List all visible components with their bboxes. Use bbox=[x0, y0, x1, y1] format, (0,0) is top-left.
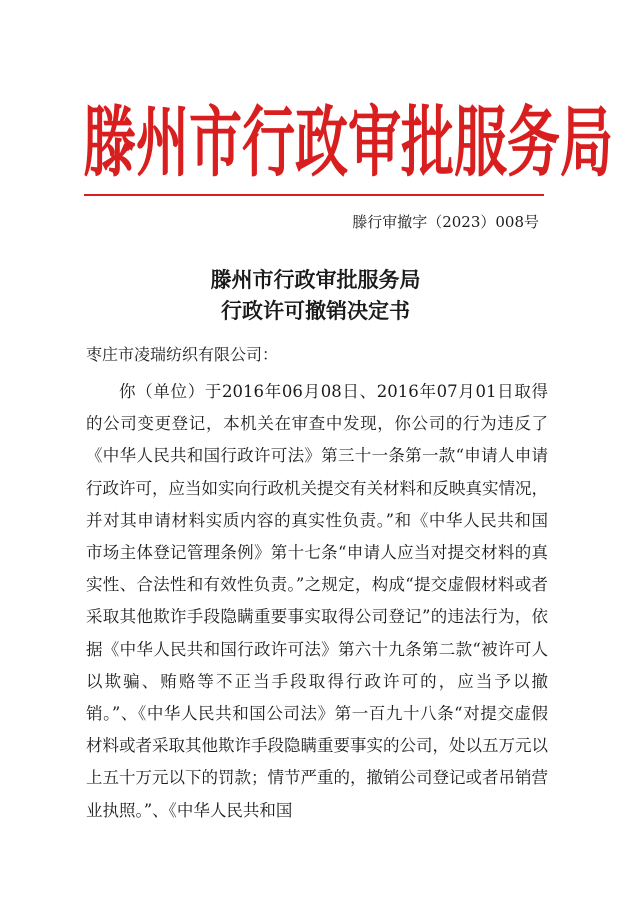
letterhead-char: 行 bbox=[242, 98, 295, 188]
document-title: 行政许可撤销决定书 bbox=[221, 298, 410, 323]
letterhead-char: 审 bbox=[348, 98, 401, 188]
agency-letterhead bbox=[83, 98, 613, 188]
letterhead-char: 滕 bbox=[83, 98, 136, 188]
document-title-issuer: 滕州市行政审批服务局 bbox=[210, 267, 421, 292]
recipient-name: 枣庄市凌瑞纺织有限公司： bbox=[86, 345, 279, 364]
body-paragraph: 你（单位）于2016年06月08日、2016年07月01日取得的公司变更登记，本机关在审查中发现，你公司的行为违反了《中华人民共和国行政许可法》第三十一条第一款“申请人申请行政许可，应当如实向行政机关提交有关材料和反映真实情况，并对其申请材料实质内容的真实性负责。”和《中华人民共和国市场主体登记管理条例》第十七条“申请人应当对提交材料的真实性、合法性和有效性负责。”之规定，构成“提交虚假材料或者采取其他欺诈手段隐瞒重要事实取得公司登记”的违法行为，依据《中华人民共和国行政许可法》第六十九条第二款“被许可人以欺骗、贿赂等不正当手段取得行政许可的，应当予以撤销。”、《中华人民共和国公司法》第一百九十八条“对提交虚假材料或者采取其他欺诈手段隐瞒重要事实的公司，处以五万元以上五十万元以下的罚款；情节严重的，撤销公司登记或者吊销营业执照。”、《中华人民共和国 bbox=[86, 382, 548, 820]
letterhead-char: 市 bbox=[189, 98, 242, 188]
letterhead-divider bbox=[84, 194, 544, 196]
letterhead-char: 政 bbox=[295, 98, 348, 188]
letterhead-char: 批 bbox=[401, 98, 454, 188]
letterhead-char: 服 bbox=[454, 98, 507, 188]
letterhead-char: 州 bbox=[136, 98, 189, 188]
letterhead-char: 局 bbox=[560, 98, 613, 188]
letterhead-char: 务 bbox=[507, 98, 560, 188]
document-number: 滕行审撤字（2023）008号 bbox=[352, 213, 539, 231]
